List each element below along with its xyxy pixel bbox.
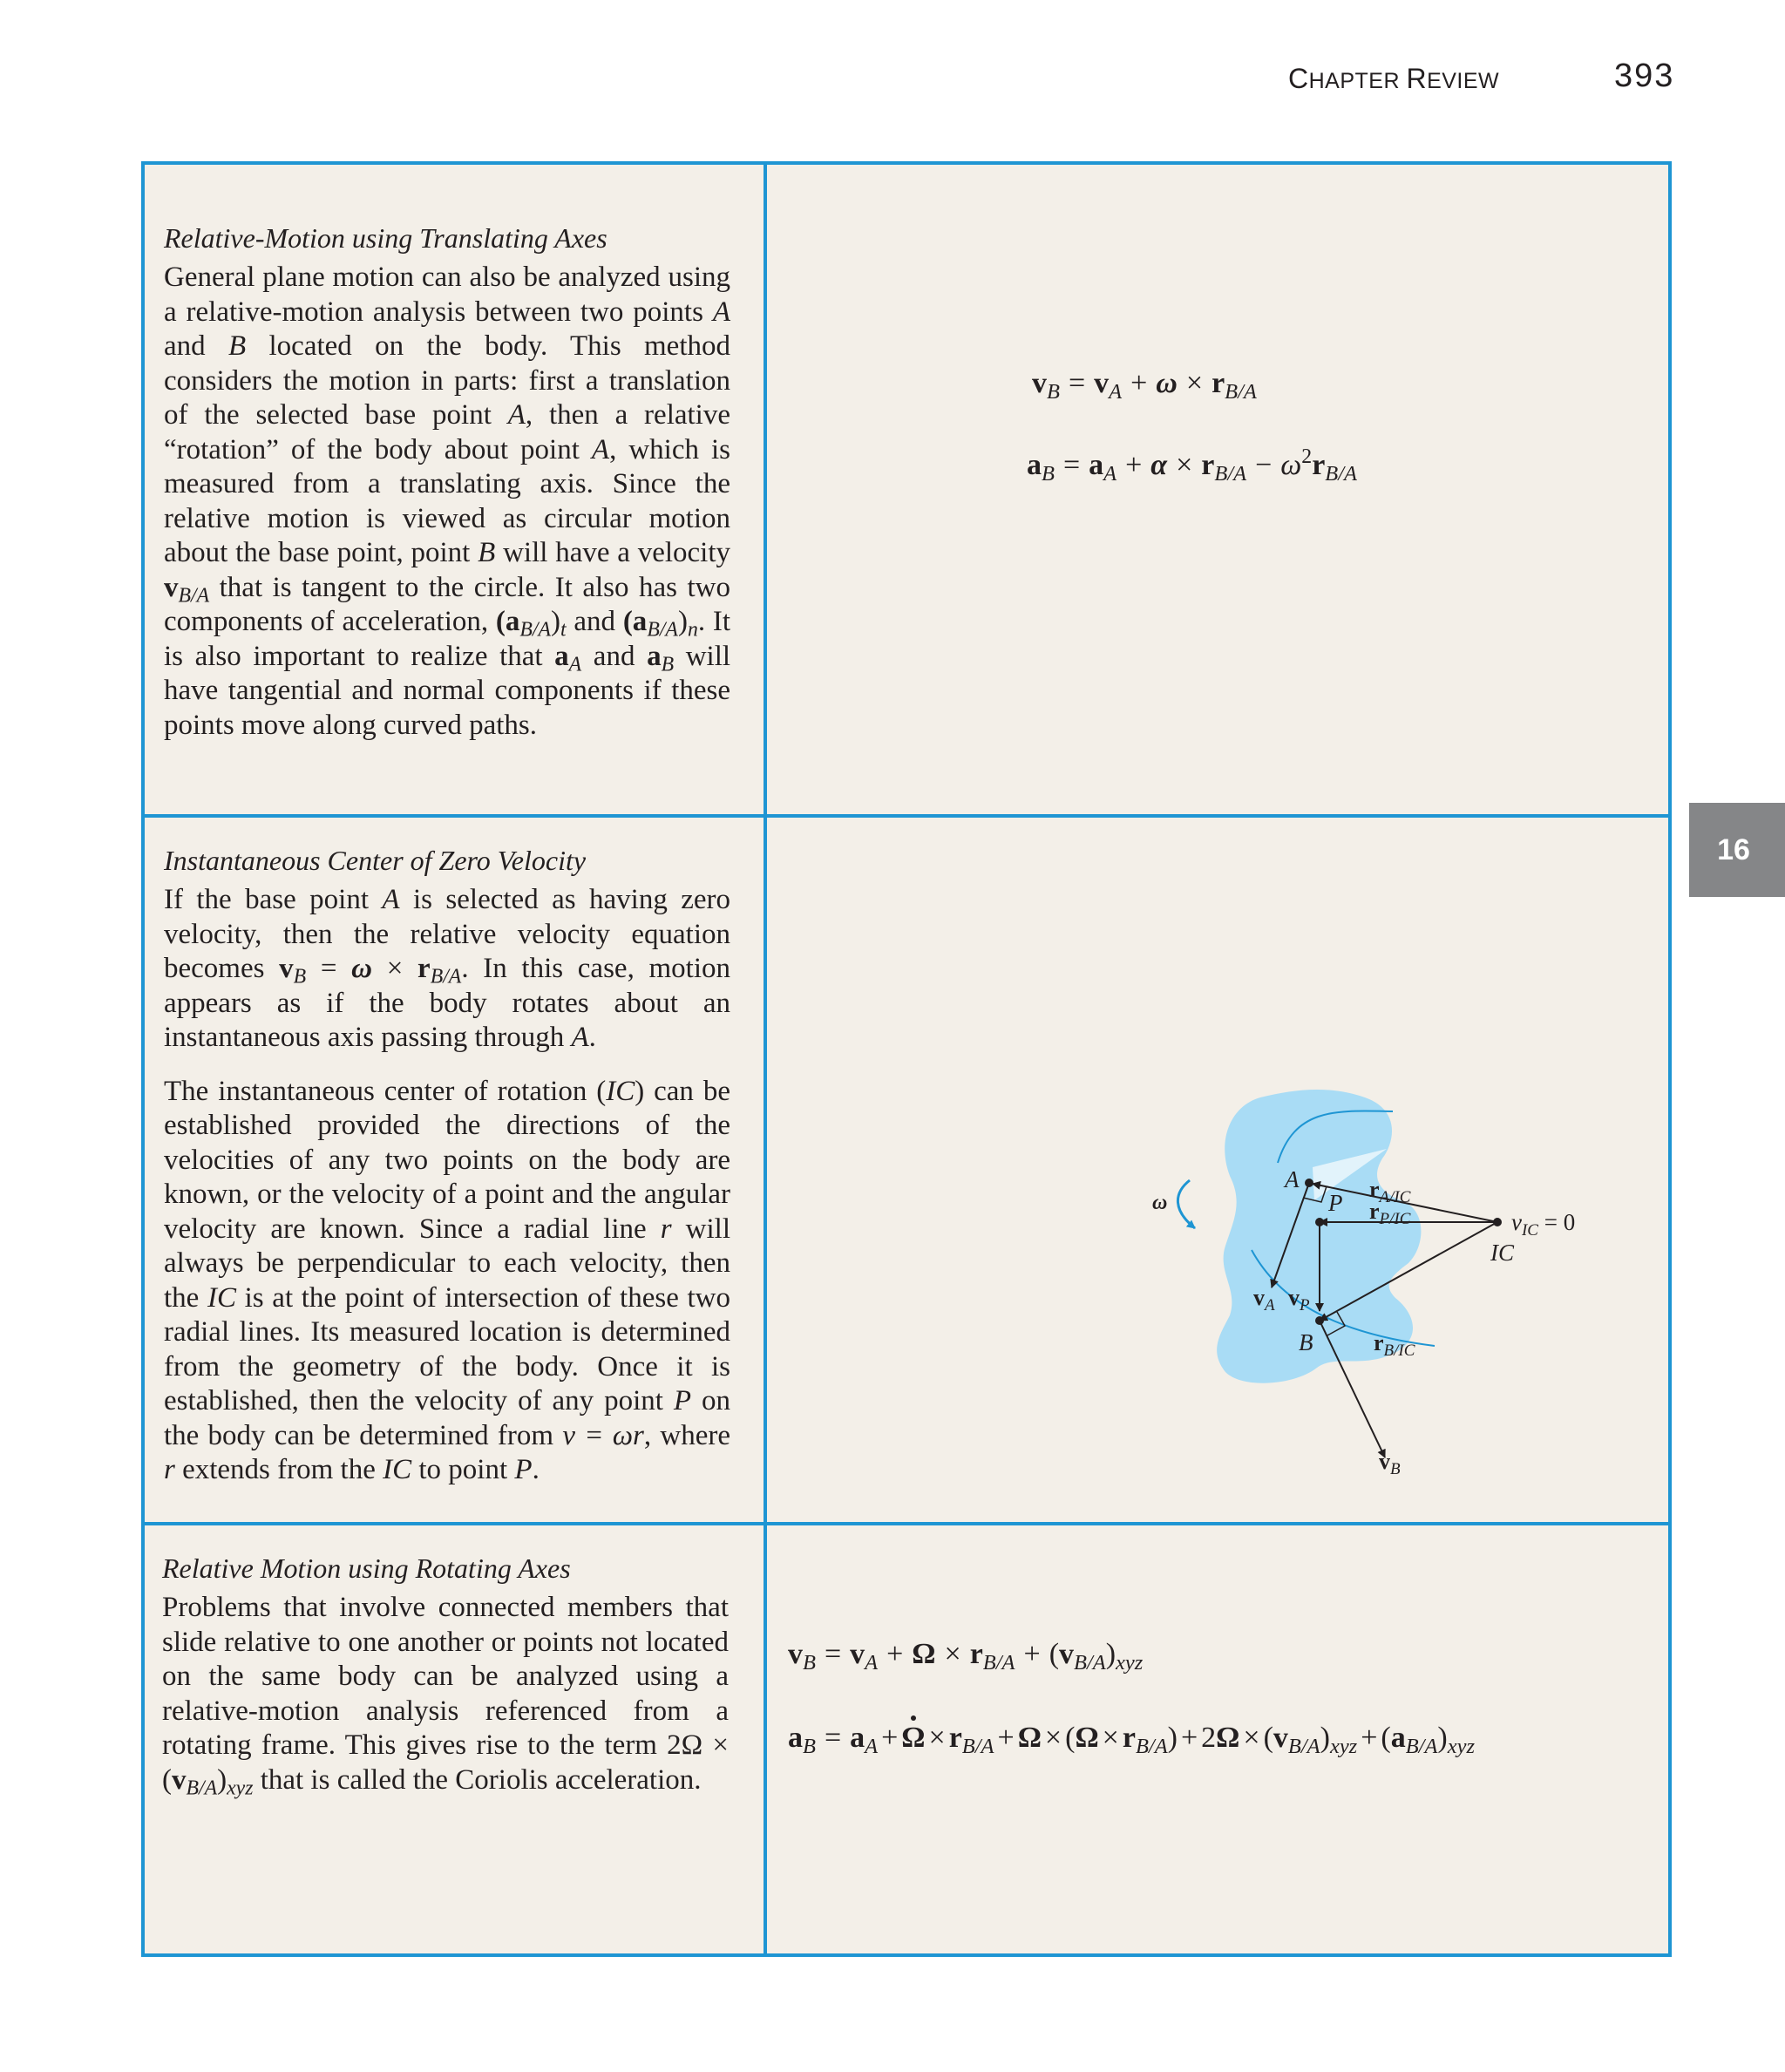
paragraph: If the base point A is selected as having zero velocity, then the relative velocity equation becomes $v_B = \omega \times r_{B/A}$. In this case, motion appears as if the body rotates about an instantaneous axis passing through A.: [164, 884, 731, 1053]
label-B: B: [1299, 1329, 1313, 1355]
section-heading: Instantaneous Center of Zero Velocity: [164, 845, 587, 876]
point-P: [1315, 1218, 1324, 1226]
section-heading: Relative Motion using Rotating Axes: [162, 1552, 571, 1584]
label-P: P: [1328, 1190, 1343, 1216]
paragraph: General plane motion can also be analyzed using a relative-motion analysis between two points A and B located on the body. This method considers the motion in parts: first a translation of the selected base point A, then a relative “rotation” of the body about point A, which is measured from a translating axis. Since the relative motion is viewed as circular motion about the base point, point B will have a velocity $v_{B/A}$ that is tangent to the circle. It also has two components of acceleration, $(a_{B/A})_t$ and $(a_{B/A})_n$. It is also important to realize that $a_A$ and $a_B$ will have tangential and normal components if these points move along curved paths.: [164, 262, 731, 741]
acceleration-equation-rotating: $a_B = a_A + \Omega \times r_{B/A} + \Omega \times (\Omega \times r_{B/A}) + 2\Omega \times (v_{B/A})_{xyz} + (a_{B/A})_{xyz}$: [788, 1722, 1475, 1758]
instantaneous-center-figure: [1121, 932, 1609, 1498]
label-v-A: $v_A$: [1253, 1285, 1275, 1315]
velocity-equation-rotating: $v_B = v_A + \Omega \times r_{B/A} + (v_{B/A})_{xyz}$: [788, 1638, 1144, 1675]
point-A: [1305, 1179, 1313, 1187]
label-r-A-IC: $r_{A/IC}$: [1369, 1177, 1411, 1206]
column-divider: [764, 165, 767, 1953]
label-r-P-IC: $r_{P/IC}$: [1369, 1199, 1411, 1228]
page-number: 393: [1614, 58, 1675, 94]
label-v-IC: $v_{IC} = 0$: [1511, 1209, 1576, 1240]
chapter-tab: 16: [1689, 803, 1785, 897]
velocity-equation-translating: $v_B = v_A + \omega \times r_{B/A}$: [1032, 367, 1257, 404]
label-IC: IC: [1490, 1240, 1514, 1266]
point-B: [1315, 1316, 1324, 1325]
paragraph: Problems that involve connected members that slide relative to one another or points not located on the same body can be analyzed using a relative-motion analysis referenced from a rotating frame. This gives rise to the term $2\Omega \times (v_{B/A})_{xyz}$ that is called the Coriolis acceleration.: [162, 1592, 729, 1800]
chapter-review-table: [141, 161, 1672, 1957]
omega-arrow: [1178, 1180, 1195, 1228]
label-A: A: [1285, 1166, 1300, 1192]
row-translating-axes-text: [164, 221, 730, 743]
section-heading: Relative-Motion using Translating Axes: [164, 222, 607, 254]
label-r-B-IC: $r_{B/IC}$: [1374, 1330, 1415, 1360]
label-v-P: $v_P$: [1288, 1285, 1310, 1315]
label-v-B: $v_B$: [1379, 1449, 1401, 1478]
row-divider: [145, 814, 1668, 818]
running-header-chapter-review: CHAPTER REVIEW: [1288, 63, 1500, 94]
point-IC: [1493, 1218, 1502, 1226]
acceleration-equation-translating: $a_B = a_A + \alpha \times r_{B/A} - \omega^2r_{B/A}$: [1027, 445, 1357, 486]
row-rotating-axes-text: [162, 1551, 729, 1800]
row-instantaneous-center-text: [164, 843, 730, 1488]
label-omega: ω: [1152, 1192, 1168, 1214]
row-divider: [145, 1522, 1668, 1525]
paragraph: The instantaneous center of rotation (IC) can be established provided the directions of the velocities of any two points on the body are known, or the velocity of a point and the angular velocity are known. Since a radial line r will always be perpendicular to each velocity, then the IC is at the point of intersection of these two radial lines. Its measured location is determined from the geometry of the body. Once it is established, then the velocity of any point P on the body can be determined from v = ωr, where r extends from the IC to point P.: [164, 1075, 731, 1485]
